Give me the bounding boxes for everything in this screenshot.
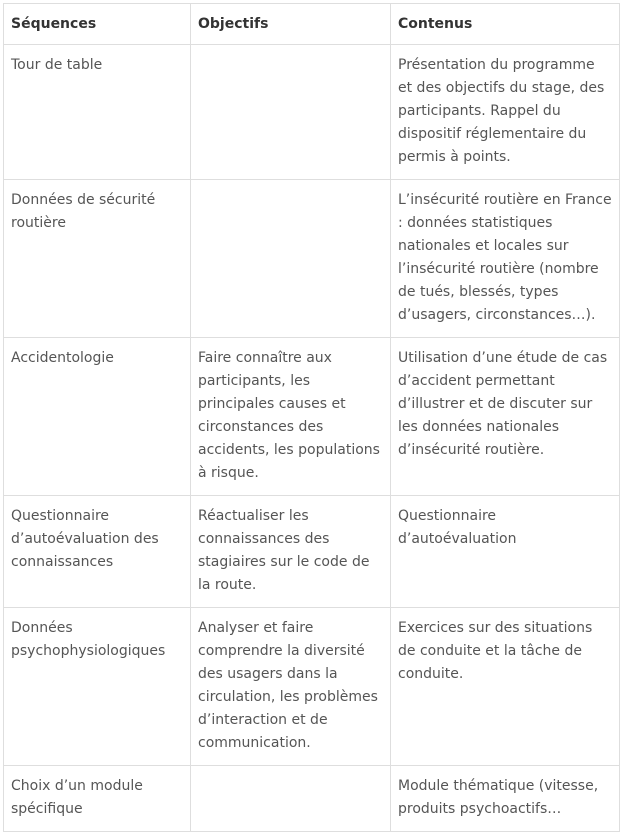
header-sequences: Séquences	[4, 4, 191, 45]
header-contents: Contenus	[391, 4, 620, 45]
cell-content: Questionnaire d’autoévaluation	[391, 496, 620, 608]
table-header-row	[4, 4, 620, 45]
cell-sequence: Accidentologie	[4, 338, 191, 496]
cell-content: Présentation du programme et des objectifs du stage, des participants. Rappel du dispositif réglementaire du permis à points.	[391, 45, 620, 180]
program-table	[3, 3, 620, 832]
table-row	[4, 496, 620, 608]
cell-content: Exercices sur des situations de conduite et la tâche de conduite.	[391, 608, 620, 766]
header-objectives: Objectifs	[191, 4, 391, 45]
cell-content: Utilisation d’une étude de cas d’accident permettant d’illustrer et de discuter sur les données nationales d’insécurité routière.	[391, 338, 620, 496]
cell-objective: Faire connaître aux participants, les principales causes et circonstances des accidents, les populations à risque.	[191, 338, 391, 496]
cell-objective	[191, 180, 391, 338]
table-row	[4, 45, 620, 180]
cell-sequence: Données de sécurité routière	[4, 180, 191, 338]
table-row	[4, 180, 620, 338]
cell-sequence: Tour de table	[4, 45, 191, 180]
table-row	[4, 338, 620, 496]
cell-objective	[191, 766, 391, 832]
table-row	[4, 766, 620, 832]
cell-sequence: Choix d’un module spécifique	[4, 766, 191, 832]
cell-sequence: Données psychophysiologiques	[4, 608, 191, 766]
cell-content: L’insécurité routière en France : données statistiques nationales et locales sur l’insécurité routière (nombre de tués, blessés, types d’usagers, circonstances…).	[391, 180, 620, 338]
cell-content: Module thématique (vitesse, produits psychoactifs…	[391, 766, 620, 832]
cell-objective: Réactualiser les connaissances des stagiaires sur le code de la route.	[191, 496, 391, 608]
table-row	[4, 608, 620, 766]
cell-objective: Analyser et faire comprendre la diversité des usagers dans la circulation, les problèmes d’interaction et de communication.	[191, 608, 391, 766]
cell-sequence: Questionnaire d’autoévaluation des connaissances	[4, 496, 191, 608]
cell-objective	[191, 45, 391, 180]
